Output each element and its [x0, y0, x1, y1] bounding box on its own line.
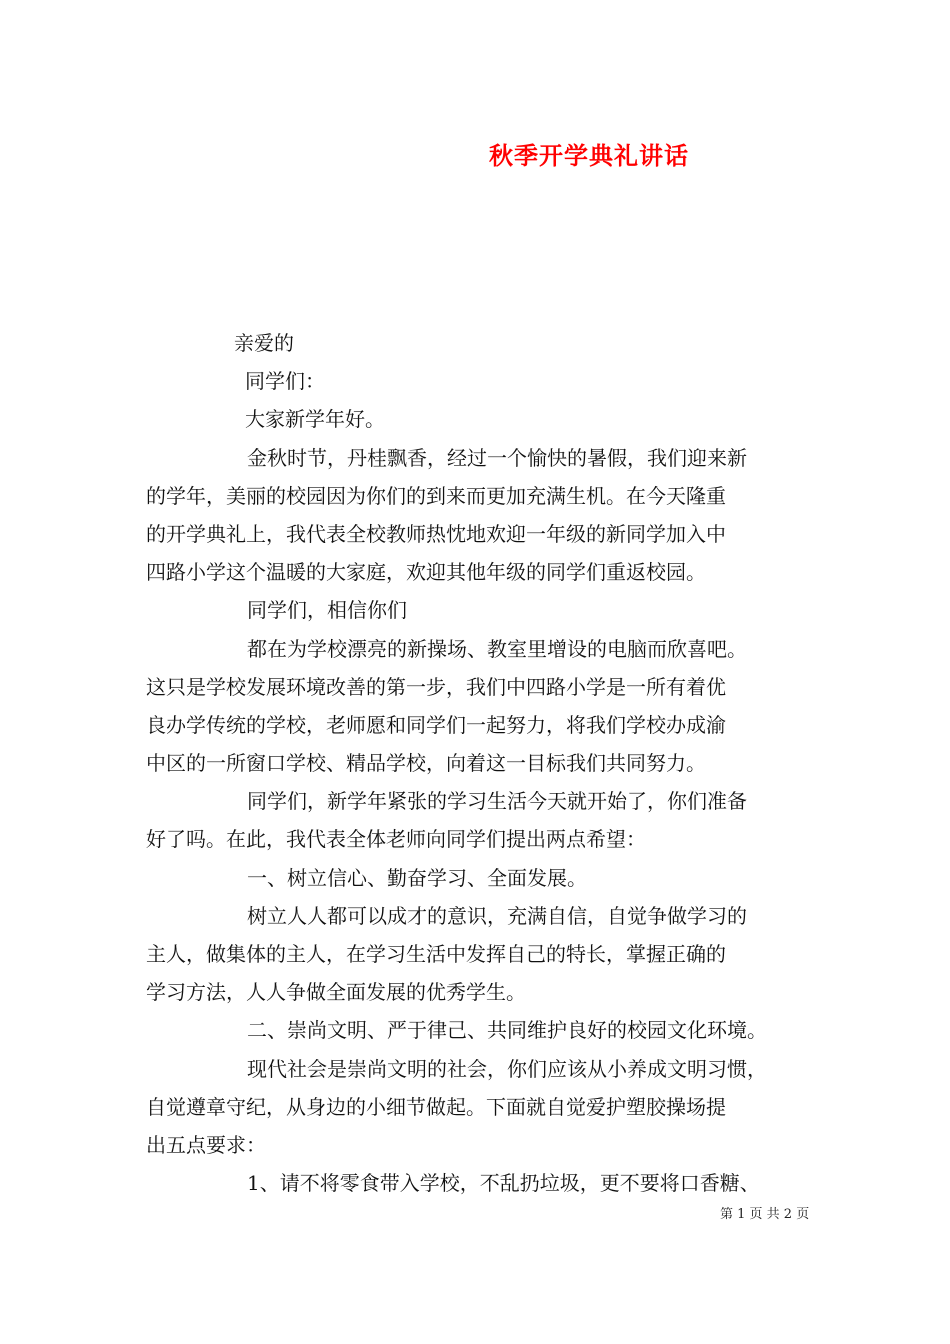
greeting-line: 大家新学年好。	[245, 407, 385, 432]
list-item-line: 1、请不将零食带入学校，不乱扔垃圾，更不要将口香糖、	[247, 1171, 760, 1196]
paragraph-line: 出五点要求：	[146, 1132, 266, 1157]
paragraph-line: 现代社会是崇尚文明的社会，你们应该从小养成文明习惯，	[247, 1056, 767, 1081]
paragraph-line: 同学们，相信你们	[247, 598, 407, 623]
paragraph-line: 良办学传统的学校，老师愿和同学们一起努力，将我们学校办成渝	[146, 712, 726, 737]
paragraph-line: 树立人人都可以成才的意识，充满自信，自觉争做学习的	[247, 903, 747, 928]
salutation-line: 亲爱的	[234, 331, 294, 355]
page-number: 第 1 页 共 2 页	[720, 1207, 810, 1222]
paragraph-line: 同学们，新学年紧张的学习生活今天就开始了，你们准备	[247, 789, 747, 814]
paragraph-line: 主人，做集体的主人，在学习生活中发挥自己的特长，掌握正确的	[146, 942, 726, 966]
section-heading: 一、树立信心、勤奋学习、全面发展。	[247, 865, 587, 890]
paragraph-line: 的开学典礼上，我代表全校教师热忱地欢迎一年级的新同学加入中	[146, 521, 726, 546]
paragraph-line: 这只是学校发展环境改善的第一步，我们中四路小学是一所有着优	[146, 674, 726, 699]
paragraph-line: 的学年，美丽的校园因为你们的到来而更加充满生机。在今天隆重	[146, 483, 726, 508]
paragraph-line: 学习方法，人人争做全面发展的优秀学生。	[146, 980, 526, 1005]
document-body	[146, 324, 810, 1202]
paragraph-line: 金秋时节，丹桂飘香，经过一个愉快的暑假，我们迎来新	[247, 445, 747, 470]
salutation-line: 同学们：	[245, 369, 325, 394]
paragraph-line: 中区的一所窗口学校、精品学校，向着这一目标我们共同努力。	[146, 751, 706, 776]
paragraph-line: 四路小学这个温暖的大家庭，欢迎其他年级的同学们重返校园。	[146, 560, 706, 585]
paragraph-line: 好了吗。在此，我代表全体老师向同学们提出两点希望：	[146, 827, 646, 852]
section-heading: 二、崇尚文明、严于律己、共同维护良好的校园文化环境。	[247, 1018, 767, 1043]
document-title: 秋季开学典礼讲话	[489, 141, 689, 170]
paragraph-line: 自觉遵章守纪，从身边的小细节做起。下面就自觉爱护塑胶操场提	[146, 1094, 726, 1119]
paragraph-line: 都在为学校漂亮的新操场、教室里增设的电脑而欣喜吧。	[247, 636, 747, 661]
